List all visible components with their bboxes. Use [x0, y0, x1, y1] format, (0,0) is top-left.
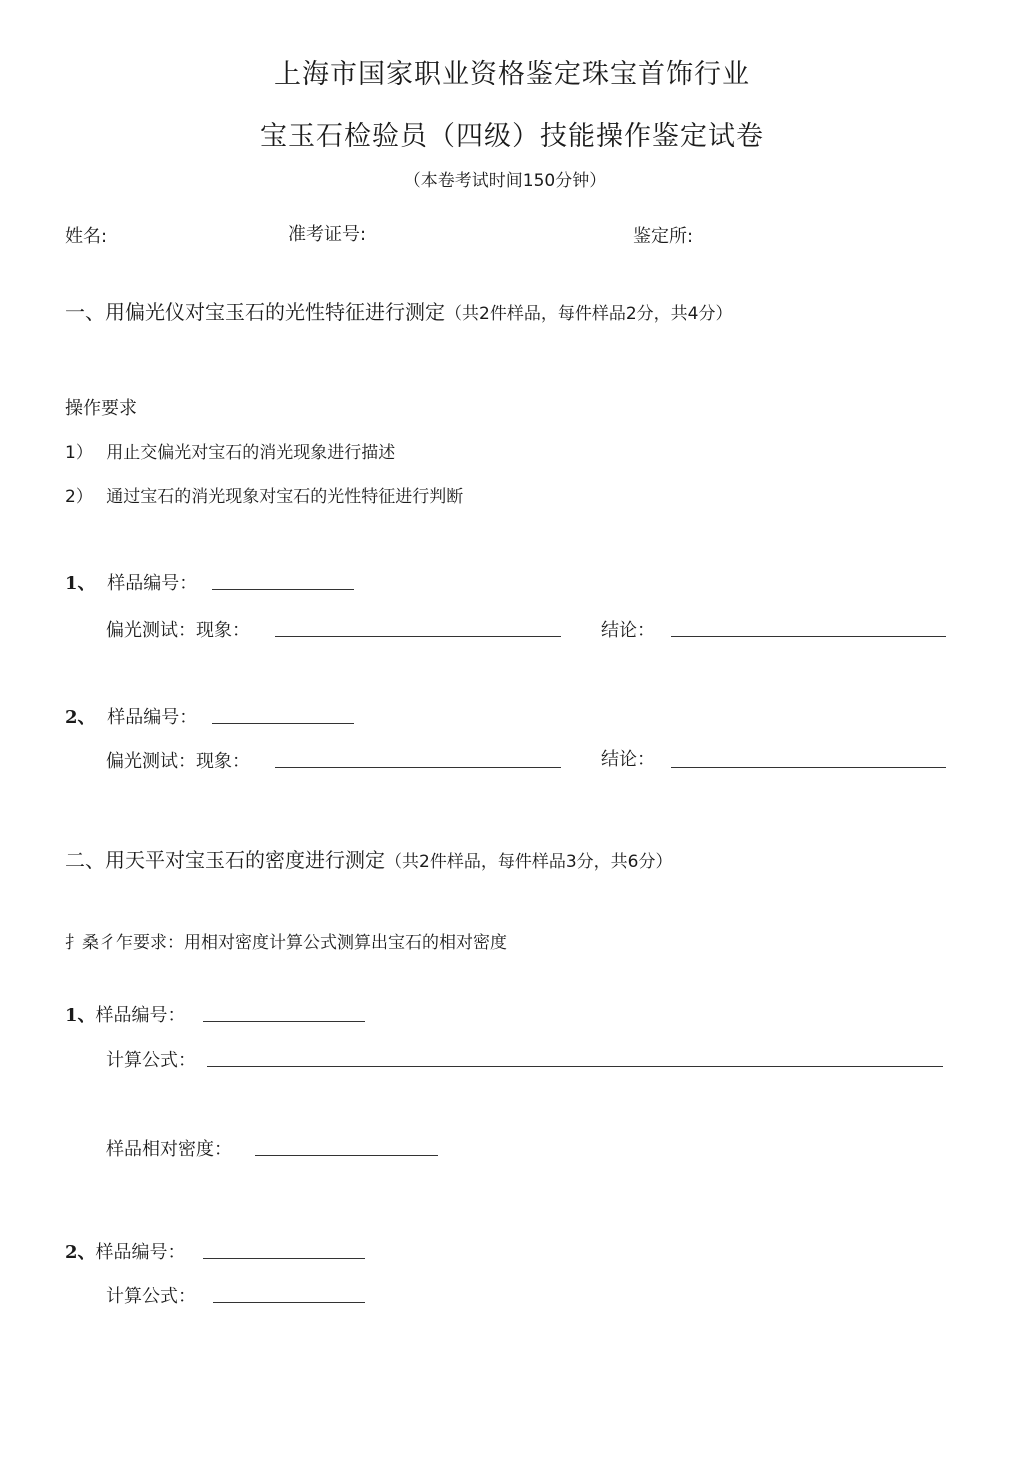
- s1-item2-phenomenon-blank[interactable]: [275, 749, 561, 768]
- s2-item1-density-blank[interactable]: [255, 1137, 438, 1156]
- s1-item2-number: 2、: [65, 707, 96, 728]
- requirement-1-number: 1）: [65, 443, 93, 463]
- s1-item2-conclusion-blank[interactable]: [671, 749, 946, 768]
- requirement-1: [65, 438, 395, 463]
- section2-points: （共2件样品，每件样品3分，共6分）: [385, 852, 673, 872]
- s2-item1-number: 1、: [65, 1005, 96, 1026]
- requirement-2-text: 通过宝石的消光现象对宝石的光性特征进行判断: [106, 487, 464, 507]
- requirement-2-number: 2）: [65, 487, 93, 507]
- exam-center-label: 鉴定所:: [633, 226, 694, 247]
- section2-requirement: 扌桑彳乍要求：用相对密度计算公式测算出宝石的相对密度: [65, 933, 507, 953]
- section1-heading: [65, 296, 732, 325]
- section1-title: 一、用偏光仪对宝玉石的光性特征进行测定: [65, 300, 445, 324]
- s1-item2-sample-blank[interactable]: [212, 705, 354, 724]
- document-title-line2: 宝玉石检验员（四级）技能操作鉴定试卷: [260, 121, 764, 152]
- section2-title: 二、用天平对宝玉石的密度进行测定: [65, 848, 385, 872]
- s2-item2-number: 2、: [65, 1242, 96, 1263]
- s1-item1-number: 1、: [65, 573, 96, 594]
- s2-item2-formula-blank[interactable]: [213, 1284, 365, 1303]
- s2-item1-formula-label: 计算公式：: [106, 1050, 196, 1071]
- s2-item1-formula-blank[interactable]: [207, 1048, 943, 1067]
- requirements-label: 操作要求: [65, 398, 137, 419]
- s1-item2-sample-label: 样品编号：: [107, 707, 198, 728]
- s1-item1-sample-blank[interactable]: [212, 571, 354, 590]
- s2-item1-sample-label: 样品编号：: [95, 1005, 186, 1026]
- section1-points: （共2件样品，每件样品2分，共4分）: [445, 304, 733, 324]
- s2-item2-sample-row: [65, 1238, 186, 1264]
- s1-item1-test-label: 偏光测试：现象：: [106, 620, 250, 641]
- section2-heading: [65, 844, 672, 873]
- s1-item1-sample-label: 样品编号：: [107, 573, 198, 594]
- s1-item1-conclusion-label: 结论：: [601, 620, 655, 641]
- s2-item1-sample-row: [65, 1001, 186, 1027]
- requirement-1-text: 用止交偏光对宝石的消光现象进行描述: [106, 443, 396, 463]
- s2-item2-sample-label: 样品编号：: [95, 1242, 186, 1263]
- s1-item2-conclusion-label: 结论：: [601, 749, 655, 770]
- s1-item2-test-label: 偏光测试：现象：: [106, 751, 250, 772]
- exam-number-label: 准考证号:: [288, 224, 367, 245]
- s2-item2-sample-blank[interactable]: [203, 1240, 365, 1259]
- s2-item1-density-label: 样品相对密度：: [106, 1139, 232, 1160]
- name-label: 姓名:: [65, 226, 108, 247]
- s2-item1-sample-blank[interactable]: [203, 1003, 365, 1022]
- requirement-2: [65, 482, 463, 507]
- exam-duration-note: （本卷考试时间150分钟）: [403, 171, 607, 191]
- s1-item1-conclusion-blank[interactable]: [671, 618, 946, 637]
- s1-item2-sample-row: [65, 703, 197, 729]
- document-title-line1: 上海市国家职业资格鉴定珠宝首饰行业: [274, 59, 750, 90]
- s1-item1-sample-row: [65, 569, 197, 595]
- s1-item1-phenomenon-blank[interactable]: [275, 618, 561, 637]
- s2-item2-formula-label: 计算公式：: [106, 1286, 196, 1307]
